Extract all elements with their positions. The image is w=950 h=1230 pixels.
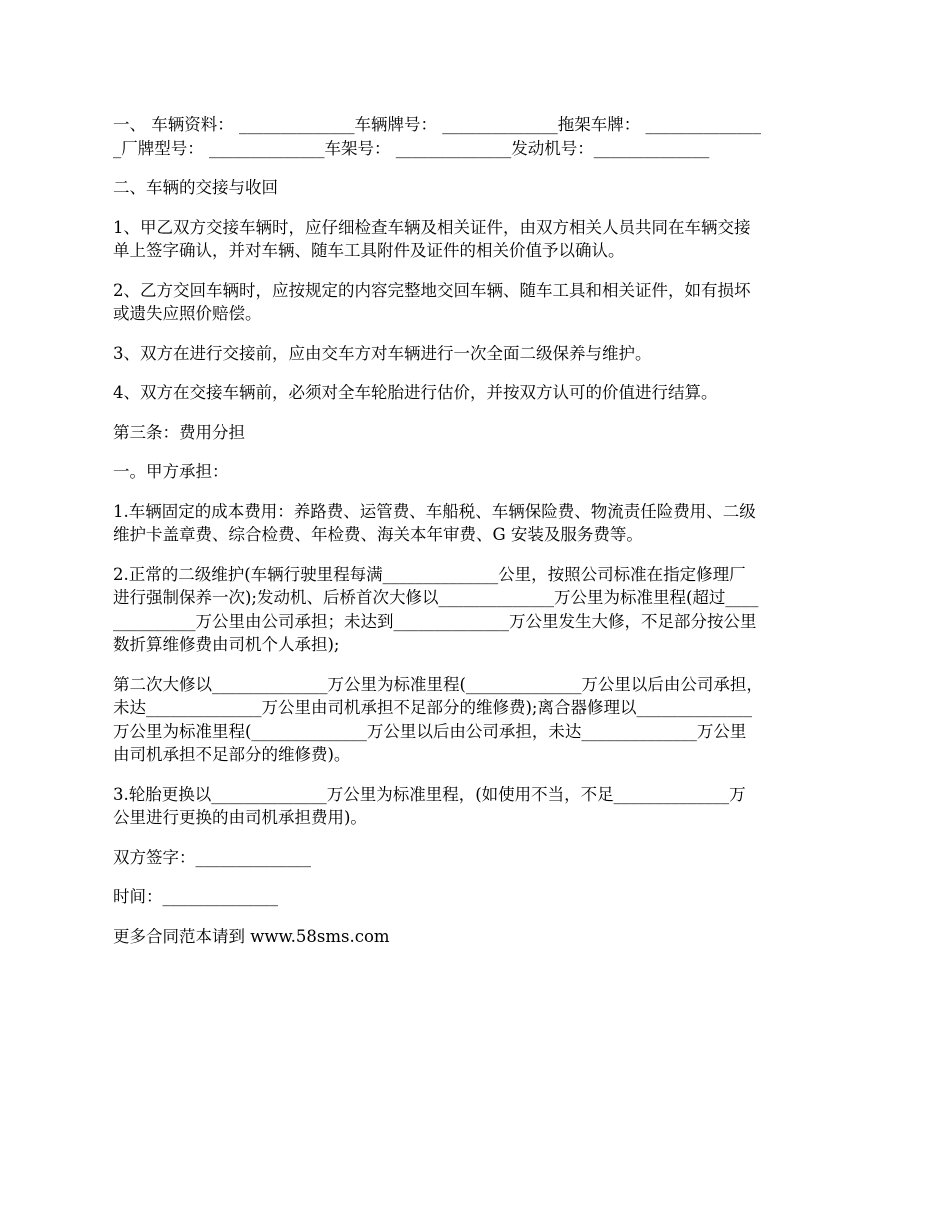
party-a-heading	[113, 460, 839, 484]
text-line: 一、 车辆资料： ______________车辆牌号： ______________拖架车牌： ______________	[113, 115, 761, 134]
text-line: 1.车辆固定的成本费用：养路费、运管费、车船税、车辆保险费、物流责任险费用、二级	[113, 501, 756, 521]
text-line: 2.正常的二级维护(车辆行驶里程每满______________公里，按照公司标准在指定修理厂	[113, 564, 746, 584]
text-line: 或遗失应照价赔偿。	[113, 304, 262, 323]
text-line: 二、车辆的交接与收回	[113, 178, 278, 197]
text-line: 未达______________万公里由司机承担不足部分的维修费);离合器修理以______________	[113, 698, 752, 717]
text-line: 第二次大修以______________万公里为标准里程(______________万公里以后由公司承担，	[113, 674, 763, 694]
clause-2-4-paragraph	[113, 381, 839, 405]
cost-2-paragraph	[113, 563, 839, 657]
text-line: 维护卡盖章费、综合检费、年检费、海关本年审费、G 安装及服务费等。	[113, 525, 643, 544]
text-line: 万公里为标准里程(______________万公里以后由公司承担，未达______________万公里	[113, 721, 747, 741]
text-line: 3.轮胎更换以______________万公里为标准里程，(如使用不当，不足______________万	[113, 784, 746, 804]
text-line: 1、甲乙双方交接车辆时，应仔细检查车辆及相关证件，由双方相关人员共同在车辆交接	[113, 217, 751, 237]
text-line: 由司机承担不足部分的维修费)。	[113, 745, 351, 764]
document-page	[113, 113, 839, 964]
text-line: 双方签字：______________	[113, 847, 311, 867]
text-line: 2、乙方交回车辆时，应按规定的内容完整地交回车辆、随车工具和相关证件，如有损坏	[113, 280, 751, 300]
article-three-heading	[113, 421, 839, 445]
text-line: 更多合同范本请到 www.58sms.com	[113, 926, 390, 946]
signature-line	[113, 846, 839, 870]
text-line: 进行强制保养一次);发动机、后桥首次大修以______________万公里为标准里程(超过____	[113, 588, 759, 607]
clause-2-1-paragraph	[113, 216, 839, 263]
section-two-heading	[113, 176, 839, 200]
text-line: 第三条：费用分担	[113, 422, 245, 442]
cost-3-paragraph	[113, 783, 839, 830]
cost-1-paragraph	[113, 500, 839, 547]
text-line: 时间：______________	[113, 887, 278, 906]
text-line: 公里进行更换的由司机承担费用)。	[113, 808, 367, 827]
text-line: 3、双方在进行交接前，应由交车方对车辆进行一次全面二级保养与维护。	[113, 343, 652, 363]
text-line: 一。甲方承担：	[113, 462, 229, 481]
clause-2-2-paragraph	[113, 279, 839, 326]
footer-note	[113, 925, 839, 949]
clause-2-3-paragraph	[113, 342, 839, 366]
text-line: 4、双方在交接车辆前，必须对全车轮胎进行估价，并按双方认可的价值进行结算。	[113, 383, 718, 402]
text-line: 数折算维修费由司机个人承担);	[113, 635, 340, 654]
cost-2-continued-paragraph	[113, 673, 839, 767]
text-line: __________万公里由公司承担；未达到______________万公里发生大修，不足部分按公里	[113, 611, 757, 631]
date-line	[113, 885, 839, 909]
text-line: _厂牌型号： ______________车架号： ______________发动机号：______________	[113, 138, 710, 158]
text-line: 单上签字确认，并对车辆、随车工具附件及证件的相关价值予以确认。	[113, 241, 625, 260]
vehicle-info-paragraph	[113, 113, 839, 160]
